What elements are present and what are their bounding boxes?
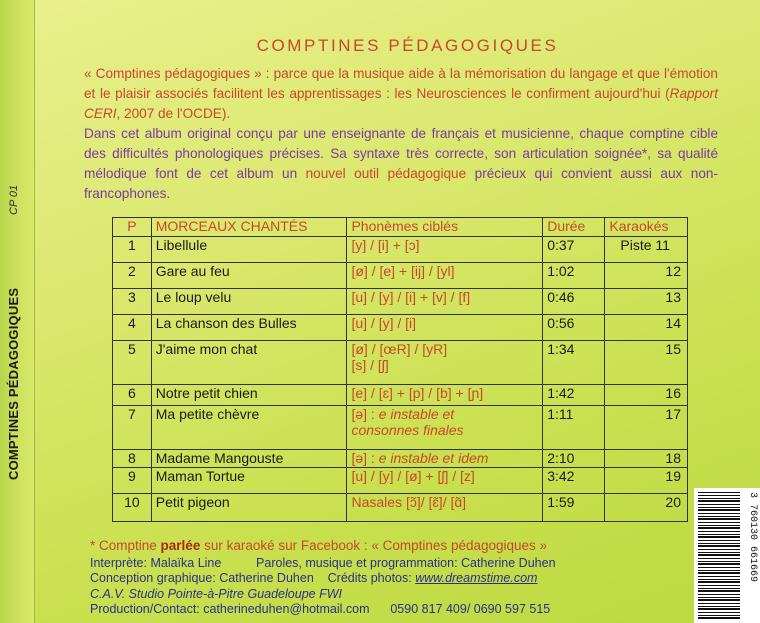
table-row xyxy=(113,237,688,263)
table-row xyxy=(113,468,688,494)
intro-p2-b: nouvel outil pédagogique xyxy=(305,166,467,181)
row-phonemes: [u] / [y] / [i] + [v] / [f] xyxy=(347,289,543,315)
row-number: 4 xyxy=(113,315,152,341)
table-header-row xyxy=(113,218,688,237)
row-song-title: Petit pigeon xyxy=(151,494,347,522)
credits-design-text: Conception graphique: Catherine Duhen Crédits photos: xyxy=(90,571,416,585)
barcode xyxy=(694,488,760,623)
barcode-digits: 3 760130 661669 xyxy=(747,492,758,583)
row-karaoke: 18 xyxy=(605,450,688,468)
row-duration: 0:37 xyxy=(543,237,605,263)
spoken-note-a: * Comptine xyxy=(90,538,161,553)
tracklist-table xyxy=(112,217,688,522)
row-karaoke: 12 xyxy=(605,263,688,289)
row-phonemes: [u] / [y] / [ø] + [ʃ] / [z] xyxy=(347,468,543,494)
header-karaoke: Karaokés xyxy=(605,218,688,237)
header-phonemes: Phonèmes ciblés xyxy=(347,218,543,237)
credits-footer xyxy=(90,538,700,618)
row-song-title: Maman Tortue xyxy=(151,468,347,494)
row-phonemes-cell xyxy=(347,341,543,385)
row-song-title: La chanson des Bulles xyxy=(151,315,347,341)
row-duration: 3:42 xyxy=(543,468,605,494)
header-position: P xyxy=(113,218,152,237)
intro-p2-c: précieux qui convient aussi aux non-francophones. xyxy=(84,166,718,201)
spoken-note-c: sur karaoké sur Facebook : « Comptines pédagogiques » xyxy=(200,538,548,553)
row-song-title: Ma petite chèvre xyxy=(151,406,347,450)
row-number: 5 xyxy=(113,341,152,385)
credits-design xyxy=(90,571,700,587)
table-row xyxy=(113,406,688,450)
header-duration: Durée xyxy=(543,218,605,237)
row-karaoke: 15 xyxy=(605,341,688,385)
row-karaoke: 16 xyxy=(605,385,688,406)
row-duration: 0:56 xyxy=(543,315,605,341)
row-karaoke: 20 xyxy=(605,494,688,522)
row-duration: 1:11 xyxy=(543,406,605,450)
row-phonemes: [y] / [i] + [ɔ] xyxy=(347,237,543,263)
row-karaoke: 19 xyxy=(605,468,688,494)
row-song-title: Madame Mangouste xyxy=(151,450,347,468)
intro-p1-a: « Comptines pédagogiques » : parce que la musique aide à la mémorisation du langage et que l'émotion et le plaisir associés facilitent les apprentissages : les Neurosciences le confirment aujourd'hui ( xyxy=(84,66,718,101)
row-duration: 1:42 xyxy=(543,385,605,406)
row-karaoke: 13 xyxy=(605,289,688,315)
table-row xyxy=(113,263,688,289)
barcode-bars xyxy=(698,492,740,619)
table-row xyxy=(113,289,688,315)
table-row xyxy=(113,450,688,468)
table-row xyxy=(113,385,688,406)
row-phonemes-line2: [s] / [ʃ] xyxy=(351,357,389,373)
row-number: 2 xyxy=(113,263,152,289)
row-phonemes: [ə] : xyxy=(351,450,379,466)
intro-p1-em: Rapport CERI xyxy=(84,86,718,121)
row-song-title: J'aime mon chat xyxy=(151,341,347,385)
table-row xyxy=(113,494,688,522)
intro-p2-a: Dans cet album original conçu par une enseignante de français et musicienne, chaque comptine cible des difficultés phonologiques précises. Sa syntaxe très correcte, son articulation soignée*, sa qualité mélodique font de cet album un xyxy=(84,126,718,181)
row-duration: 1:02 xyxy=(543,263,605,289)
row-number: 3 xyxy=(113,289,152,315)
cd-spine xyxy=(0,0,35,623)
row-phonemes: [ø] / [e] + [ij] / [yl] xyxy=(347,263,543,289)
row-song-title: Notre petit chien xyxy=(151,385,347,406)
row-number: 8 xyxy=(113,450,152,468)
row-duration: 0:46 xyxy=(543,289,605,315)
spine-catalog-code: CP 01 xyxy=(8,184,20,215)
intro-text xyxy=(84,64,718,204)
credits-performer: Interprète: Malaïka Line Paroles, musique et programmation: Catherine Duhen xyxy=(90,555,556,570)
row-duration: 1:59 xyxy=(543,494,605,522)
row-number: 6 xyxy=(113,385,152,406)
credits-studio: C.A.V. Studio Pointe-à-Pitre Guadeloupe FWI xyxy=(90,586,342,601)
credits-contact: Production/Contact: catherineduhen@hotmail.com 0590 817 409/ 0690 597 515 xyxy=(90,602,551,616)
row-phonemes: [ø] / [œR] / [yR] xyxy=(351,341,448,357)
table-row xyxy=(113,315,688,341)
row-phonemes-cell xyxy=(347,406,543,450)
row-phonemes-cell xyxy=(347,450,543,468)
row-duration: 1:34 xyxy=(543,341,605,385)
row-phonemes-line2: consonnes finales xyxy=(351,422,464,438)
row-karaoke: 17 xyxy=(605,406,688,450)
row-phonemes: [u] / [y] / [i] xyxy=(347,315,543,341)
row-phonemes: [e] / [ɛ] + [p] / [b] + [ɲ] xyxy=(347,385,543,406)
photo-credit-link[interactable]: www.dreamstime.com xyxy=(415,571,538,585)
row-phonemes-italic: e instable et xyxy=(378,406,455,422)
spine-title: COMPTINES PÉDAGOGIQUES xyxy=(6,287,21,480)
table-row xyxy=(113,341,688,385)
row-karaoke: Piste 11 xyxy=(605,237,688,263)
row-phonemes: [ə] : xyxy=(351,406,379,422)
album-title: COMPTINES PÉDAGOGIQUES xyxy=(256,36,559,55)
row-number: 10 xyxy=(113,494,152,522)
spoken-note xyxy=(90,538,700,554)
row-song-title: Gare au feu xyxy=(151,263,347,289)
row-duration: 2:10 xyxy=(543,450,605,468)
header-songs: MORCEAUX CHANTÉS xyxy=(151,218,347,237)
row-phonemes: Nasales [ɔ̃]/ [ɛ̃]/ [ɑ̃] xyxy=(347,494,543,522)
row-number: 1 xyxy=(113,237,152,263)
intro-p1-b: , 2007 de l'OCDE). xyxy=(116,106,231,121)
row-number: 7 xyxy=(113,406,152,450)
row-phonemes-italic: e instable et idem xyxy=(378,450,489,466)
spoken-note-b: parlée xyxy=(160,538,201,553)
row-song-title: Libellule xyxy=(151,237,347,263)
row-number: 9 xyxy=(113,468,152,494)
row-karaoke: 14 xyxy=(605,315,688,341)
row-song-title: Le loup velu xyxy=(151,289,347,315)
